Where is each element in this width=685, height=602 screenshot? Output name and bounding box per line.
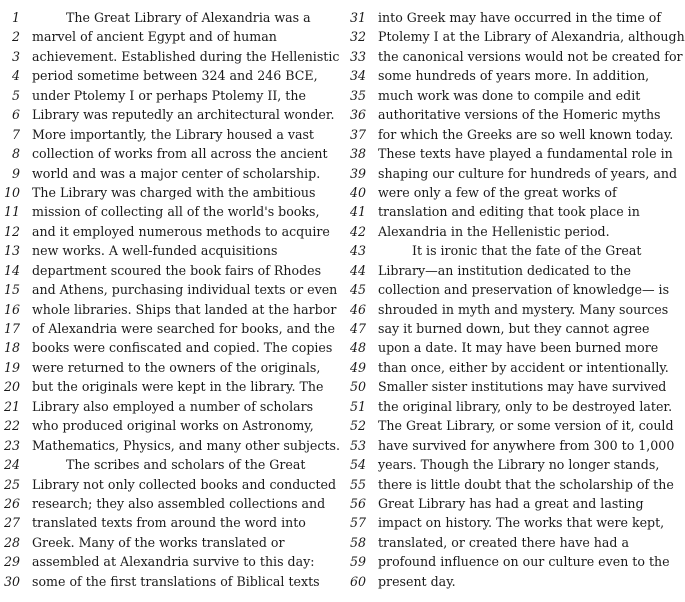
line-number: 49 (349, 359, 366, 375)
text-line (0, 86, 330, 105)
line-text: were returned to the owners of the originals, (32, 359, 321, 375)
line-text: years. Though the Library no longer stands, (378, 457, 660, 473)
line-text: than once, either by accident or intentionally. (378, 359, 669, 375)
text-line (0, 27, 330, 46)
text-line (0, 494, 330, 513)
line-number: 53 (349, 437, 366, 453)
line-number: 36 (349, 107, 366, 123)
line-number: 40 (349, 184, 366, 200)
line-text: books were confiscated and copied. The copies (32, 340, 333, 356)
line-text: period sometime between 324 and 246 BCE, (32, 68, 318, 84)
text-line (0, 436, 340, 455)
text-line (336, 338, 659, 357)
line-number: 14 (3, 262, 20, 278)
text-line (0, 572, 330, 591)
line-number: 5 (11, 87, 20, 103)
line-number: 28 (3, 534, 20, 550)
text-line (0, 280, 338, 299)
line-text: Library—an institution dedicated to the (378, 262, 631, 278)
text-line (0, 338, 333, 357)
line-text: translation and editing that took place in (378, 204, 640, 220)
text-line (336, 86, 652, 105)
line-number: 19 (3, 359, 20, 375)
line-text: the original library, only to be destroyed later. (378, 398, 673, 414)
line-text: present day. (378, 573, 456, 589)
line-text: much work was done to compile and edit (378, 87, 641, 103)
text-line (0, 144, 330, 163)
text-line (336, 397, 673, 416)
line-number: 52 (349, 418, 366, 434)
line-number: 59 (349, 554, 366, 570)
text-line (336, 572, 652, 591)
line-number: 41 (349, 204, 366, 220)
line-number: 13 (3, 243, 20, 259)
line-text: and Athens, purchasing individual texts or even (32, 282, 338, 298)
line-number: 56 (349, 495, 366, 511)
line-number: 23 (3, 437, 20, 453)
line-number: 29 (3, 554, 20, 570)
line-text: some of the first translations of Biblical texts (32, 573, 320, 589)
line-text: some hundreds of years more. In addition, (378, 68, 650, 84)
line-text: translated, or created there have had a (378, 534, 629, 550)
text-line (336, 27, 685, 46)
text-line (336, 300, 669, 319)
line-number: 8 (11, 146, 20, 162)
line-text: Great Library has had a great and lasting (378, 495, 644, 511)
line-text: shrouded in myth and mystery. Many sources (378, 301, 669, 317)
line-number: 34 (349, 68, 366, 84)
line-text: Library not only collected books and conducted (32, 476, 337, 492)
line-number: 21 (3, 398, 20, 414)
line-number: 3 (11, 48, 20, 64)
text-line (0, 475, 337, 494)
line-text: The Great Library, or some version of it, could (378, 418, 674, 434)
text-line (0, 319, 335, 338)
line-text: The Library was charged with the ambitious (32, 184, 316, 200)
right-column (336, 8, 685, 591)
left-column (0, 8, 340, 591)
line-text: have survived for anywhere from 300 to 1,000 (378, 437, 675, 453)
text-line (336, 552, 670, 571)
line-number: 47 (349, 321, 366, 336)
text-line (0, 397, 330, 416)
text-line (0, 164, 330, 183)
line-number: 15 (3, 282, 20, 298)
line-number: 6 (11, 107, 20, 123)
line-number: 10 (3, 184, 20, 200)
line-number: 33 (349, 48, 366, 64)
line-text: authoritative versions of the Homeric myths (378, 107, 661, 123)
line-text: impact on history. The works that were kept, (378, 515, 665, 531)
text-line (336, 202, 652, 221)
line-text: and it employed numerous methods to acquire (32, 223, 330, 239)
text-line (336, 358, 669, 377)
text-line (0, 241, 330, 260)
line-text: Library also employed a number of scholars (32, 398, 314, 414)
line-number: 43 (349, 243, 366, 259)
text-line (336, 183, 652, 202)
text-line (336, 533, 652, 552)
line-number: 25 (3, 476, 20, 492)
line-text: Library was reputedly an architectural wonder. (32, 107, 335, 123)
line-text: Smaller sister institutions may have survived (378, 379, 667, 395)
text-line (0, 377, 330, 396)
text-line (0, 8, 330, 27)
line-text: for which the Greeks are so well known today. (378, 126, 674, 142)
line-number: 16 (3, 301, 20, 317)
line-text: collection and preservation of knowledge— is (378, 282, 670, 298)
line-text: It is ironic that the fate of the Great (412, 243, 642, 259)
line-number: 31 (349, 10, 366, 25)
line-number: 26 (3, 495, 20, 511)
line-number: 39 (349, 165, 366, 181)
text-line (336, 377, 667, 396)
line-number: 60 (349, 573, 366, 589)
line-number: 17 (3, 321, 20, 336)
line-number: 20 (3, 379, 20, 395)
text-line (0, 125, 330, 144)
line-number: 38 (349, 146, 366, 162)
text-line (0, 533, 330, 552)
line-number: 45 (349, 282, 366, 298)
text-line (0, 552, 330, 571)
text-line (336, 319, 652, 338)
line-text: Ptolemy I at the Library of Alexandria, although (378, 29, 685, 45)
line-number: 54 (349, 457, 366, 473)
text-line (0, 300, 337, 319)
line-text: Mathematics, Physics, and many other subjects. (32, 437, 340, 453)
line-text: The Great Library of Alexandria was a (66, 10, 311, 25)
line-number: 11 (3, 204, 20, 220)
text-line (0, 261, 330, 280)
line-number: 1 (11, 10, 20, 25)
text-line (336, 125, 674, 144)
line-text: achievement. Established during the Hellenistic (32, 48, 340, 64)
line-number: 42 (349, 223, 366, 239)
line-text: profound influence on our culture even to the (378, 554, 670, 570)
text-line (336, 494, 652, 513)
line-text: under Ptolemy I or perhaps Ptolemy II, the (32, 87, 306, 103)
line-text: mission of collecting all of the world's books, (32, 204, 320, 220)
text-line (336, 105, 661, 124)
text-line (336, 222, 652, 241)
line-text: but the originals were kept in the library. The (32, 379, 324, 395)
text-line (0, 513, 330, 532)
text-line (336, 261, 652, 280)
line-number: 46 (349, 301, 366, 317)
line-text: marvel of ancient Egypt and of human (32, 29, 277, 45)
line-number: 9 (11, 165, 20, 181)
line-number: 48 (349, 340, 366, 356)
line-number: 37 (349, 126, 366, 142)
text-line (336, 47, 683, 66)
line-number: 4 (11, 68, 20, 84)
line-text: world and was a major center of scholarship. (32, 165, 321, 181)
line-number: 44 (349, 262, 366, 278)
text-line (336, 241, 652, 260)
text-line (336, 416, 674, 435)
text-line (336, 475, 674, 494)
line-number: 27 (3, 515, 20, 531)
line-text: translated texts from around the word into (32, 515, 306, 531)
text-line (0, 105, 335, 124)
text-line (0, 183, 330, 202)
line-text: research; they also assembled collections and (32, 495, 326, 511)
line-number: 7 (11, 126, 20, 142)
line-text: More importantly, the Library housed a vast (32, 126, 314, 142)
text-line (336, 8, 662, 27)
line-text: the canonical versions would not be created for (378, 48, 683, 64)
line-number: 32 (349, 29, 366, 45)
line-text: collection of works from all across the ancient (32, 146, 328, 162)
line-number: 24 (3, 457, 20, 473)
text-line (0, 358, 330, 377)
line-number: 22 (3, 418, 20, 434)
line-number: 2 (11, 29, 20, 45)
line-text: shaping our culture for hundreds of years, and (378, 165, 678, 181)
line-text: department scoured the book fairs of Rhodes (32, 262, 322, 278)
text-line (336, 455, 660, 474)
text-line (336, 66, 652, 85)
line-text: whole libraries. Ships that landed at the harbor (32, 301, 337, 317)
text-line (336, 513, 665, 532)
text-line (336, 436, 675, 455)
text-line (0, 455, 330, 474)
line-number: 30 (3, 573, 20, 589)
line-text: of Alexandria were searched for books, and the (32, 321, 335, 336)
text-line (336, 164, 678, 183)
line-number: 55 (349, 476, 366, 492)
text-line (0, 416, 330, 435)
text-line (336, 144, 673, 163)
line-text: assembled at Alexandria survive to this day: (32, 554, 315, 570)
line-text: upon a date. It may have been burned more (378, 340, 659, 356)
text-line (336, 280, 670, 299)
text-line (0, 47, 340, 66)
line-text: Alexandria in the Hellenistic period. (378, 223, 610, 239)
text-line (0, 222, 330, 241)
line-text: new works. A well-funded acquisitions (32, 243, 278, 259)
line-text: These texts have played a fundamental role in (378, 146, 673, 162)
line-text: into Greek may have occurred in the time of (378, 10, 662, 25)
text-line (0, 66, 330, 85)
line-number: 51 (349, 398, 366, 414)
line-number: 57 (349, 515, 366, 531)
line-text: say it burned down, but they cannot agree (378, 321, 650, 336)
line-text: were only a few of the great works of (378, 184, 617, 200)
line-number: 50 (349, 379, 366, 395)
line-text: there is little doubt that the scholarship of the (378, 476, 674, 492)
line-text: who produced original works on Astronomy, (32, 418, 314, 434)
line-number: 35 (349, 87, 366, 103)
text-line (0, 202, 330, 221)
line-number: 18 (3, 340, 20, 356)
line-text: The scribes and scholars of the Great (66, 457, 306, 473)
line-text: Greek. Many of the works translated or (32, 534, 285, 550)
line-number: 58 (349, 534, 366, 550)
line-number: 12 (3, 223, 20, 239)
